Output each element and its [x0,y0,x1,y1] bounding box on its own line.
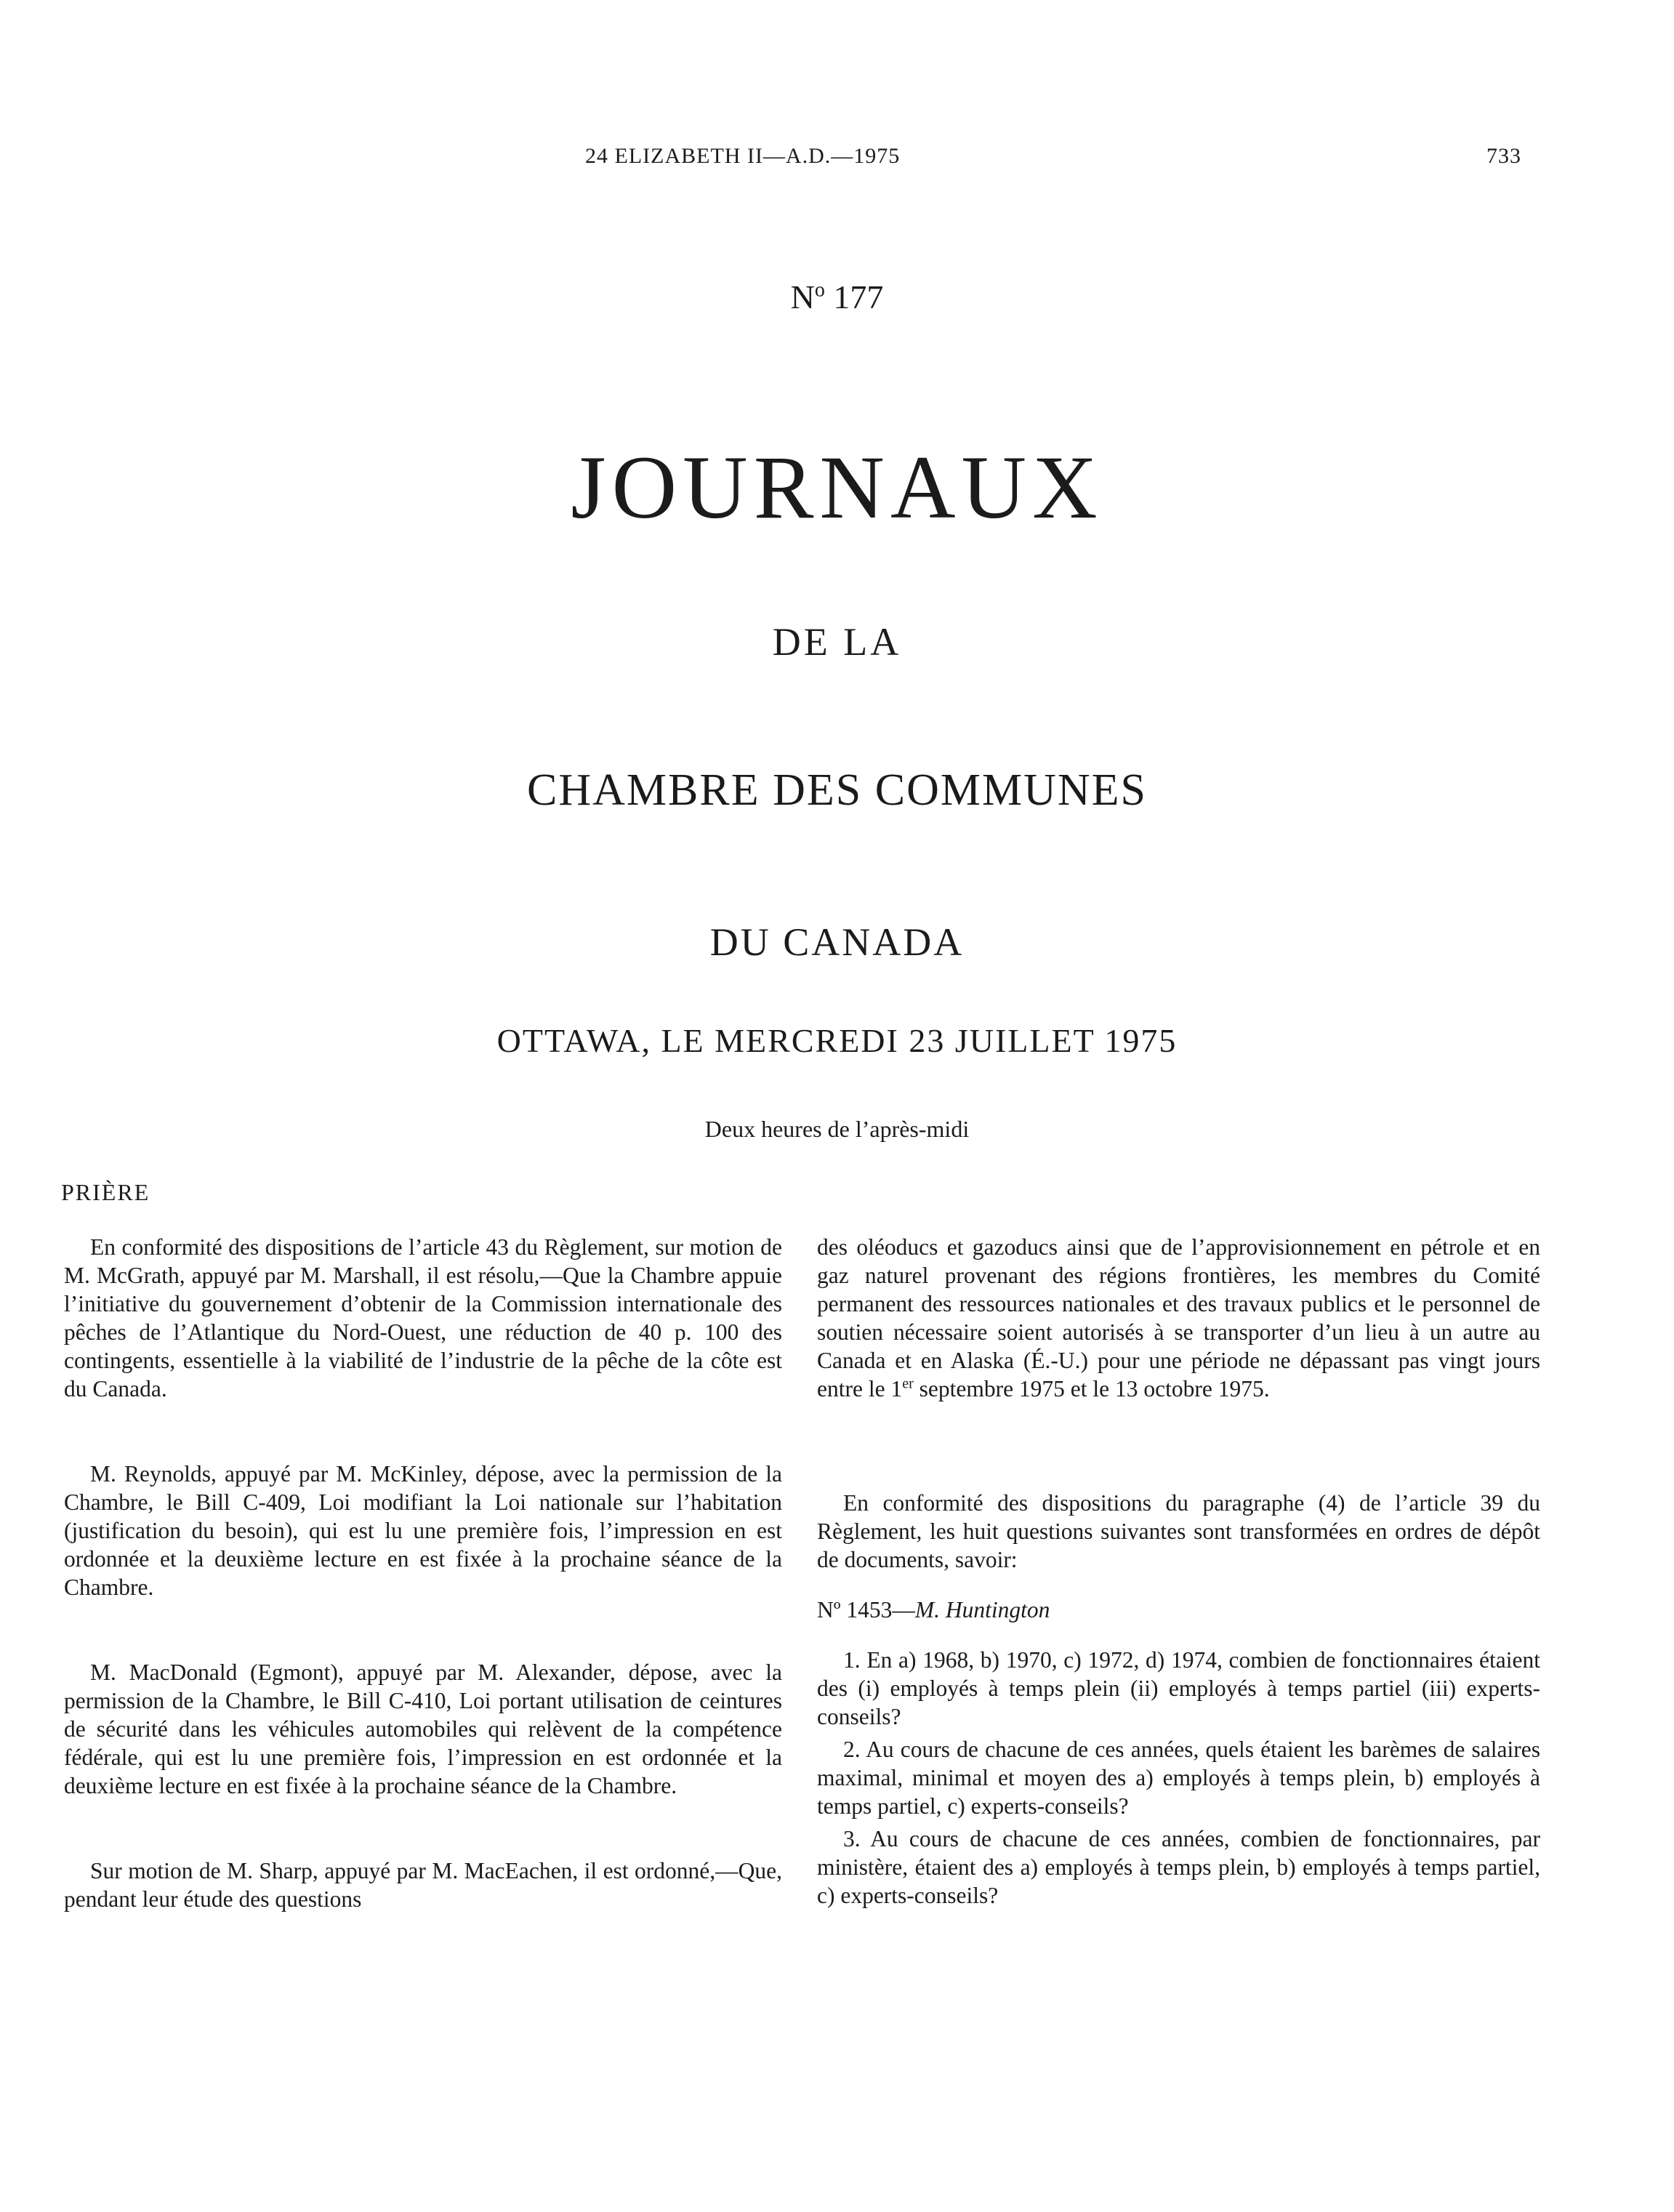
paragraph-continuation: des oléoducs et gazoducs ainsi que de l’approvisionnement en pétrole et en gaz naturel provenant des régions frontières, les membres du Comité permanent des ressources nationales et des travaux publics et le personnel de soutien nécessaire soient autorisés à se transporter d’un lieu à un autre au Canada et en Alaska (É.-U.) pour une période ne dépassant pas vingt jours entre le 1er septembre 1975 et le 13 octobre 1975. [817,1234,1540,1401]
issue-sup: o [814,278,825,302]
question-item-3: 3. Au cours de chacune de ces années, combien de fonctionnaires, par ministère, étaient des a) employés à temps plein, b) employés à temps partiel, c) experts-conseils? [817,1826,1540,1908]
paragraph-motion-mcgrath: En conformité des dispositions de l’article 43 du Règlement, sur motion de M. McGrath, appuyé par M. Marshall, il est résolu,—Que la Chambre appuie l’initiative du gouvernement d’obtenir de la Commission internationale des pêches de l’Atlantique du Nord-Ouest, une réduction de 40 p. 100 des contingents, essentielle à la viabilité de l’industrie de la pêche de la côte est du Canada. [64,1234,782,1401]
dateline: OTTAWA, LE MERCREDI 23 JUILLET 1975 [496,1022,1178,1059]
journal-title: JOURNAUX [571,438,1103,537]
paragraph-questions-intro: En conformité des dispositions du paragraphe (4) de l’article 39 du Règlement, les huit questions suivantes sont transformées en ordres de dépôt de documents, savoir: [817,1490,1540,1572]
issue-prefix: N [790,278,815,315]
ordinal-superscript: er [902,1375,914,1392]
journal-subtitle-canada: DU CANADA [709,920,965,964]
question-item-1: 1. En a) 1968, b) 1970, c) 1972, d) 1974, combien de fonctionnaires étaient des (i) employés à temps plein (ii) employés à temps partiel (iii) experts-conseils? [817,1647,1540,1729]
section-heading: PRIÈRE [61,1179,150,1205]
issue-value: 177 [824,278,884,315]
question-author: M. Huntington [914,1597,1050,1622]
running-head [0,144,1674,173]
question-heading [817,1596,1540,1624]
running-head-title: 24 ELIZABETH II—A.D.—1975 [585,144,901,168]
question-number: Nº 1453— [817,1597,915,1622]
journal-subtitle-de-la: DE LA [772,620,902,664]
sitting-time: Deux heures de l’après-midi [704,1116,970,1142]
issue-number [0,278,1674,316]
page-number: 733 [1486,144,1521,168]
paragraph-bill-c409: M. Reynolds, appuyé par M. McKinley, dépose, avec la permission de la Chambre, le Bill C-409, Loi modifiant la Loi nationale sur l’habitation (justification du besoin), qui est lu une première fois, l’impression en est ordonnée et la deuxième lecture en est fixée à la prochaine séance de la Chambre. [64,1461,782,1600]
right-column [817,1233,1540,1910]
question-item-2: 2. Au cours de chacune de ces années, quels étaient les barèmes de salaires maximal, minimal et moyen des a) employés à temps plein, b) employés à temps partiel, c) experts-conseils? [817,1737,1540,1819]
left-column [64,1233,782,1913]
journal-subtitle-chambre: CHAMBRE DES COMMUNES [526,765,1148,815]
paragraph-motion-sharp: Sur motion de M. Sharp, appuyé par M. MacEachen, il est ordonné,—Que, pendant leur étude des questions [64,1858,782,1912]
paragraph-bill-c410: M. MacDonald (Egmont), appuyé par M. Alexander, dépose, avec la permission de la Chambre, le Bill C-410, Loi portant utilisation de ceintures de sécurité dans les véhicules automobiles qui relèvent de la compétence fédérale, qui est lu une première fois, l’impression en est ordonnée et la deuxième lecture en est fixée à la prochaine séance de la Chambre. [64,1660,782,1798]
